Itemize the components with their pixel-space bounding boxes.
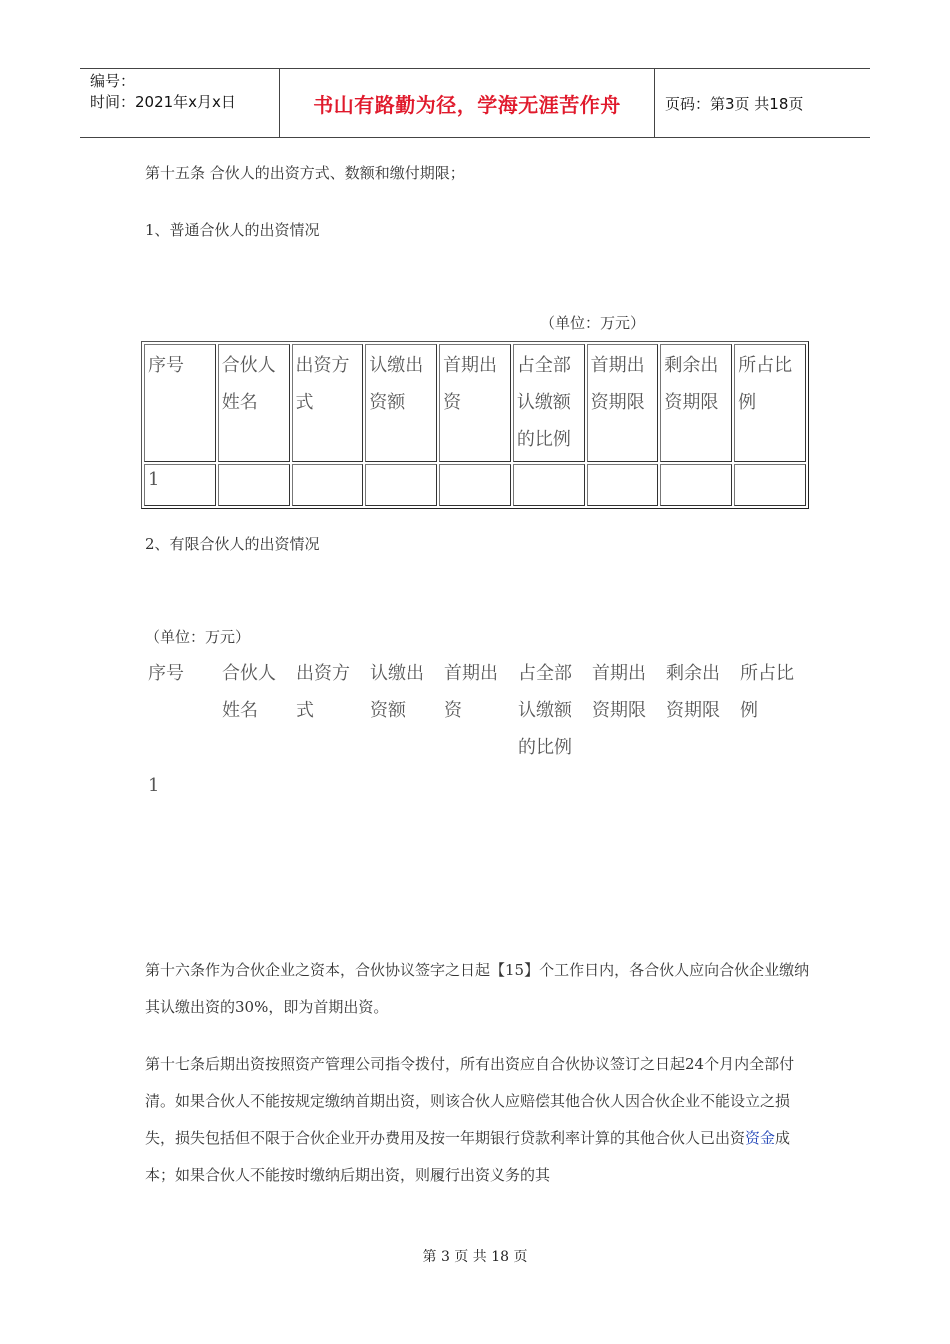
table-cell [663, 771, 735, 805]
table-header-cell [145, 653, 217, 769]
header-meta [80, 69, 280, 137]
header-cell-line: 首期出 [592, 663, 646, 684]
header-cell-line: 的比例 [516, 429, 571, 450]
table-cell [439, 464, 511, 506]
table-header-cell [663, 653, 735, 769]
section-1-title: 1、普通合伙人的出资情况 [145, 221, 320, 239]
page-header [80, 68, 870, 138]
header-cell-line: 所占比 [740, 663, 794, 684]
general-partner-contribution-table [141, 341, 809, 509]
table-cell [587, 464, 659, 506]
header-cell-line: 首期出 [443, 355, 498, 376]
table-cell: 1 [148, 775, 160, 796]
table-header-cell [293, 653, 365, 769]
table-row [145, 771, 809, 805]
table-cell [513, 464, 585, 506]
header-cell-line: 首期出 [590, 355, 645, 376]
document-date: 时间：2021年x月x日 [90, 93, 236, 111]
table-header-row [145, 653, 809, 769]
header-cell-line: 资 [443, 392, 462, 413]
table-header-cell [441, 653, 513, 769]
table-cell [441, 771, 513, 805]
funds-link[interactable]: 资金 [745, 1129, 776, 1147]
table-cell [365, 464, 437, 506]
header-cell-line: 资期限 [592, 700, 646, 721]
table-header-cell [587, 344, 659, 462]
header-cell-line: 资期限 [664, 392, 719, 413]
article-17-text [145, 1046, 810, 1194]
table-header-cell [737, 653, 809, 769]
header-cell-line: 剩余出 [664, 355, 719, 376]
header-cell-line: 资 [444, 700, 462, 721]
table-cell [218, 464, 290, 506]
table-header-cell [144, 344, 216, 462]
header-cell-line: 资额 [369, 392, 406, 413]
header-cell-line: 占全部 [516, 355, 571, 376]
table-header-cell [589, 653, 661, 769]
header-cell-line: 认缴出 [369, 355, 424, 376]
table-cell [219, 771, 291, 805]
table-cell: 1 [144, 464, 216, 506]
article-16-text: 第十六条作为合伙企业之资本，合伙协议签字之日起【15】个工作日内，各合伙人应向合伙企业缴纳其认缴出资的30%，即为首期出资。 [145, 961, 810, 1016]
section-2-title: 2、有限合伙人的出资情况 [145, 535, 320, 553]
table-cell [589, 771, 661, 805]
header-cell-line: 序号 [148, 663, 184, 684]
header-cell-line: 的比例 [518, 737, 572, 758]
table-row [144, 464, 806, 506]
header-cell-line: 占全部 [518, 663, 572, 684]
header-cell-line: 姓名 [222, 700, 258, 721]
table-cell [515, 771, 587, 805]
header-cell-line: 出资方 [296, 663, 350, 684]
table-header-cell [513, 344, 585, 462]
table-cell [293, 771, 365, 805]
header-cell-line: 例 [740, 700, 758, 721]
table-header-cell [734, 344, 806, 462]
header-motto: 书山有路勤为径，学海无涯苦作舟 [280, 69, 655, 137]
header-cell-line: 剩余出 [666, 663, 720, 684]
table-header-cell [515, 653, 587, 769]
header-cell-line: 姓名 [221, 392, 258, 413]
header-cell-line: 认缴额 [516, 392, 571, 413]
table-header-cell [367, 653, 439, 769]
article-17-text-part1: 第十七条后期出资按照资产管理公司指令拨付，所有出资应自合伙协议签订之日起24个月内全部付清。如果合伙人不能按规定缴纳首期出资，则该合伙人应赔偿其他合伙人因合伙企业不能设立之损失，损失包括但不限于合伙企业开办费用及按一年期银行贷款利率计算的其他合伙人已出资 [145, 1055, 795, 1147]
header-cell-line: 首期出 [444, 663, 498, 684]
table-header-cell [439, 344, 511, 462]
document-number-label: 编号： [90, 72, 136, 90]
page-footer: 第 3 页 共 18 页 [422, 1249, 528, 1265]
header-cell-line: 式 [296, 700, 314, 721]
limited-partner-contribution-table [143, 651, 811, 807]
header-cell-line: 资额 [370, 700, 406, 721]
table-cell [737, 771, 809, 805]
header-cell-line: 式 [295, 392, 314, 413]
header-cell-line: 认缴出 [370, 663, 424, 684]
section-1-unit-note: （单位：万元） [540, 314, 646, 332]
header-cell-line: 认缴额 [518, 700, 572, 721]
table-cell [367, 771, 439, 805]
header-cell-line: 序号 [148, 355, 184, 376]
table-header-cell [219, 653, 291, 769]
section-2-unit-note: （单位：万元） [145, 628, 251, 646]
table-cell [292, 464, 364, 506]
header-cell-line: 合伙人 [222, 663, 276, 684]
header-cell-line: 资期限 [590, 392, 645, 413]
header-page-info: 页码：第3页 共18页 [665, 94, 804, 113]
table-header-cell [292, 344, 364, 462]
header-cell-line: 资期限 [666, 700, 720, 721]
table-header-cell [660, 344, 732, 462]
header-cell-line: 所占比 [738, 355, 793, 376]
table-header-cell [218, 344, 290, 462]
article-15-heading: 第十五条 合伙人的出资方式、数额和缴付期限； [145, 164, 465, 182]
table-header-cell [365, 344, 437, 462]
article-17-text-part2: 成本；如果合伙人不能按时缴纳后期出资，则履行出资义务的其 [145, 1129, 791, 1184]
header-cell-line: 出资方 [295, 355, 350, 376]
header-cell-line: 例 [738, 392, 757, 413]
table-cell [734, 464, 806, 506]
table-header-row [144, 344, 806, 462]
table-cell [660, 464, 732, 506]
header-cell-line: 合伙人 [221, 355, 276, 376]
